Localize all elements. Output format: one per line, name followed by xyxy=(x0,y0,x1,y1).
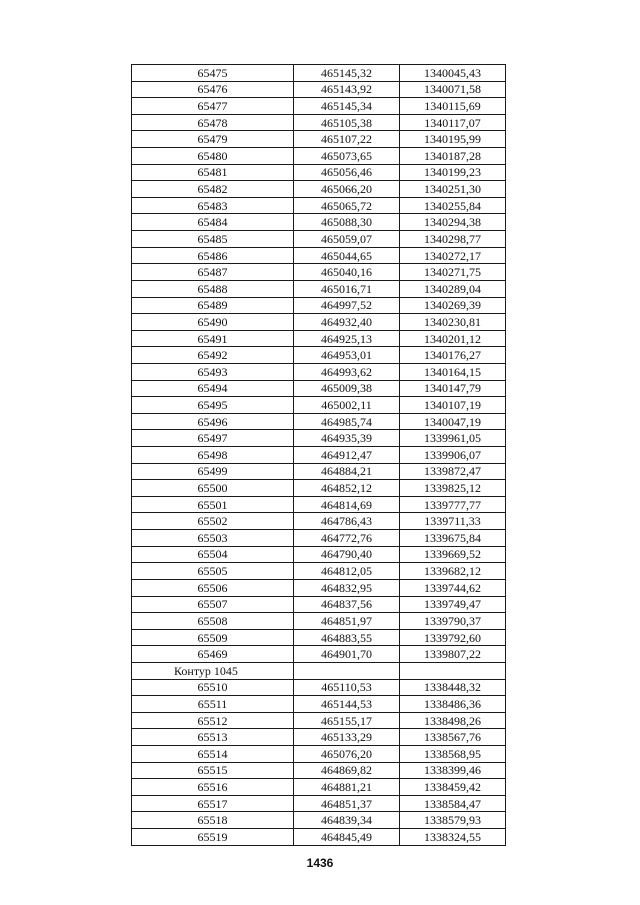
table-row xyxy=(132,679,506,696)
x-coordinate-cell: 464869,82 xyxy=(294,762,400,779)
table-row xyxy=(132,646,506,663)
table-row xyxy=(132,729,506,746)
table-row xyxy=(132,745,506,762)
x-coordinate-cell: 465088,30 xyxy=(294,214,400,231)
page-number: 1436 xyxy=(306,856,334,870)
y-coordinate-cell: 1340195,99 xyxy=(400,131,506,148)
y-coordinate-cell: 1339792,60 xyxy=(400,629,506,646)
point-number-cell: 65494 xyxy=(132,380,294,397)
table-row xyxy=(132,98,506,115)
x-coordinate-cell: 464935,39 xyxy=(294,430,400,447)
table-row xyxy=(132,513,506,530)
point-number-cell: 65476 xyxy=(132,81,294,98)
x-coordinate-cell: 464997,52 xyxy=(294,297,400,314)
point-number-cell: 65502 xyxy=(132,513,294,530)
x-coordinate-cell: 464883,55 xyxy=(294,629,400,646)
y-coordinate-cell: 1340147,79 xyxy=(400,380,506,397)
x-coordinate-cell: 464790,40 xyxy=(294,546,400,563)
table-row xyxy=(132,131,506,148)
y-coordinate-cell: 1339744,62 xyxy=(400,579,506,596)
point-number-cell: 65481 xyxy=(132,164,294,181)
point-number-cell: 65514 xyxy=(132,745,294,762)
point-number-cell: 65509 xyxy=(132,629,294,646)
table-row xyxy=(132,480,506,497)
y-coordinate-cell: 1339807,22 xyxy=(400,646,506,663)
point-number-cell: 65478 xyxy=(132,114,294,131)
x-coordinate-cell: 464993,62 xyxy=(294,363,400,380)
table-row xyxy=(132,696,506,713)
x-coordinate-cell: 465009,38 xyxy=(294,380,400,397)
y-coordinate-cell: 1339675,84 xyxy=(400,530,506,547)
point-number-cell: 65519 xyxy=(132,829,294,846)
table-row xyxy=(132,314,506,331)
y-coordinate-cell: 1340298,77 xyxy=(400,231,506,248)
coordinates-table-body xyxy=(132,65,506,846)
table-row xyxy=(132,463,506,480)
table-row xyxy=(132,829,506,846)
y-coordinate-cell: 1339906,07 xyxy=(400,447,506,464)
point-number-cell: 65480 xyxy=(132,148,294,165)
y-coordinate-cell: 1338459,42 xyxy=(400,779,506,796)
x-coordinate-cell: 464832,95 xyxy=(294,579,400,596)
y-coordinate-cell: 1340164,15 xyxy=(400,363,506,380)
y-coordinate-cell: 1340199,23 xyxy=(400,164,506,181)
point-number-cell: 65505 xyxy=(132,563,294,580)
y-coordinate-cell: 1338324,55 xyxy=(400,829,506,846)
y-coordinate-cell: 1338579,93 xyxy=(400,812,506,829)
empty-cell xyxy=(294,662,400,679)
x-coordinate-cell: 465044,65 xyxy=(294,247,400,264)
point-number-cell: 65489 xyxy=(132,297,294,314)
y-coordinate-cell: 1340071,58 xyxy=(400,81,506,98)
table-row xyxy=(132,413,506,430)
y-coordinate-cell: 1338486,36 xyxy=(400,696,506,713)
contour-heading-row xyxy=(132,662,506,679)
point-number-cell: 65487 xyxy=(132,264,294,281)
coordinates-table xyxy=(131,64,506,846)
table-row xyxy=(132,247,506,264)
point-number-cell: 65492 xyxy=(132,347,294,364)
table-row xyxy=(132,148,506,165)
table-row xyxy=(132,596,506,613)
point-number-cell: 65493 xyxy=(132,363,294,380)
y-coordinate-cell: 1340115,69 xyxy=(400,98,506,115)
y-coordinate-cell: 1339777,77 xyxy=(400,496,506,513)
table-row xyxy=(132,397,506,414)
table-row xyxy=(132,779,506,796)
x-coordinate-cell: 464814,69 xyxy=(294,496,400,513)
x-coordinate-cell: 464953,01 xyxy=(294,347,400,364)
x-coordinate-cell: 464884,21 xyxy=(294,463,400,480)
y-coordinate-cell: 1340251,30 xyxy=(400,181,506,198)
point-number-cell: 65483 xyxy=(132,197,294,214)
y-coordinate-cell: 1338568,95 xyxy=(400,745,506,762)
table-row xyxy=(132,613,506,630)
x-coordinate-cell: 464851,37 xyxy=(294,795,400,812)
table-row xyxy=(132,380,506,397)
y-coordinate-cell: 1339825,12 xyxy=(400,480,506,497)
y-coordinate-cell: 1339790,37 xyxy=(400,613,506,630)
table-row xyxy=(132,65,506,82)
x-coordinate-cell: 465056,46 xyxy=(294,164,400,181)
y-coordinate-cell: 1340269,39 xyxy=(400,297,506,314)
y-coordinate-cell: 1340294,38 xyxy=(400,214,506,231)
point-number-cell: 65507 xyxy=(132,596,294,613)
table-row xyxy=(132,629,506,646)
x-coordinate-cell: 465145,34 xyxy=(294,98,400,115)
point-number-cell: 65503 xyxy=(132,530,294,547)
table-row xyxy=(132,363,506,380)
table-row xyxy=(132,330,506,347)
point-number-cell: 65499 xyxy=(132,463,294,480)
x-coordinate-cell: 465059,07 xyxy=(294,231,400,248)
x-coordinate-cell: 464839,34 xyxy=(294,812,400,829)
y-coordinate-cell: 1340230,81 xyxy=(400,314,506,331)
point-number-cell: 65504 xyxy=(132,546,294,563)
point-number-cell: 65515 xyxy=(132,762,294,779)
x-coordinate-cell: 464837,56 xyxy=(294,596,400,613)
table-row xyxy=(132,762,506,779)
table-row xyxy=(132,164,506,181)
point-number-cell: 65512 xyxy=(132,712,294,729)
point-number-cell: 65501 xyxy=(132,496,294,513)
table-row xyxy=(132,280,506,297)
x-coordinate-cell: 464901,70 xyxy=(294,646,400,663)
point-number-cell: 65490 xyxy=(132,314,294,331)
x-coordinate-cell: 465073,65 xyxy=(294,148,400,165)
table-row xyxy=(132,546,506,563)
table-row xyxy=(132,712,506,729)
point-number-cell: 65500 xyxy=(132,480,294,497)
y-coordinate-cell: 1339749,47 xyxy=(400,596,506,613)
table-row xyxy=(132,530,506,547)
y-coordinate-cell: 1338399,46 xyxy=(400,762,506,779)
y-coordinate-cell: 1340107,19 xyxy=(400,397,506,414)
y-coordinate-cell: 1338584,47 xyxy=(400,795,506,812)
x-coordinate-cell: 464925,13 xyxy=(294,330,400,347)
y-coordinate-cell: 1339961,05 xyxy=(400,430,506,447)
x-coordinate-cell: 465016,71 xyxy=(294,280,400,297)
point-number-cell: 65477 xyxy=(132,98,294,115)
x-coordinate-cell: 465105,38 xyxy=(294,114,400,131)
point-number-cell: 65510 xyxy=(132,679,294,696)
table-row xyxy=(132,579,506,596)
x-coordinate-cell: 464845,49 xyxy=(294,829,400,846)
point-number-cell: 65498 xyxy=(132,447,294,464)
table-row xyxy=(132,447,506,464)
y-coordinate-cell: 1338448,32 xyxy=(400,679,506,696)
x-coordinate-cell: 464851,97 xyxy=(294,613,400,630)
table-row xyxy=(132,563,506,580)
y-coordinate-cell: 1339682,12 xyxy=(400,563,506,580)
x-coordinate-cell: 465076,20 xyxy=(294,745,400,762)
x-coordinate-cell: 465110,53 xyxy=(294,679,400,696)
y-coordinate-cell: 1340272,17 xyxy=(400,247,506,264)
y-coordinate-cell: 1340047,19 xyxy=(400,413,506,430)
y-coordinate-cell: 1338567,76 xyxy=(400,729,506,746)
x-coordinate-cell: 464912,47 xyxy=(294,447,400,464)
table-row xyxy=(132,812,506,829)
x-coordinate-cell: 465040,16 xyxy=(294,264,400,281)
x-coordinate-cell: 464985,74 xyxy=(294,413,400,430)
x-coordinate-cell: 465144,53 xyxy=(294,696,400,713)
x-coordinate-cell: 465155,17 xyxy=(294,712,400,729)
x-coordinate-cell: 465133,29 xyxy=(294,729,400,746)
point-number-cell: 65482 xyxy=(132,181,294,198)
table-row xyxy=(132,114,506,131)
table-row xyxy=(132,297,506,314)
x-coordinate-cell: 465066,20 xyxy=(294,181,400,198)
table-row xyxy=(132,795,506,812)
point-number-cell: 65517 xyxy=(132,795,294,812)
x-coordinate-cell: 465065,72 xyxy=(294,197,400,214)
point-number-cell: 65479 xyxy=(132,131,294,148)
point-number-cell: 65497 xyxy=(132,430,294,447)
table-row xyxy=(132,81,506,98)
point-number-cell: 65485 xyxy=(132,231,294,248)
empty-cell xyxy=(400,662,506,679)
point-number-cell: 65475 xyxy=(132,65,294,82)
x-coordinate-cell: 465107,22 xyxy=(294,131,400,148)
x-coordinate-cell: 464812,05 xyxy=(294,563,400,580)
x-coordinate-cell: 464852,12 xyxy=(294,480,400,497)
y-coordinate-cell: 1339872,47 xyxy=(400,463,506,480)
point-number-cell: 65496 xyxy=(132,413,294,430)
y-coordinate-cell: 1340255,84 xyxy=(400,197,506,214)
point-number-cell: 65518 xyxy=(132,812,294,829)
point-number-cell: 65488 xyxy=(132,280,294,297)
table-row xyxy=(132,264,506,281)
y-coordinate-cell: 1338498,26 xyxy=(400,712,506,729)
point-number-cell: 65511 xyxy=(132,696,294,713)
table-row xyxy=(132,197,506,214)
y-coordinate-cell: 1340176,27 xyxy=(400,347,506,364)
point-number-cell: 65484 xyxy=(132,214,294,231)
point-number-cell: 65506 xyxy=(132,579,294,596)
x-coordinate-cell: 464786,43 xyxy=(294,513,400,530)
point-number-cell: 65495 xyxy=(132,397,294,414)
x-coordinate-cell: 465143,92 xyxy=(294,81,400,98)
x-coordinate-cell: 464772,76 xyxy=(294,530,400,547)
table-row xyxy=(132,214,506,231)
point-number-cell: 65516 xyxy=(132,779,294,796)
y-coordinate-cell: 1340289,04 xyxy=(400,280,506,297)
table-row xyxy=(132,231,506,248)
y-coordinate-cell: 1340117,07 xyxy=(400,114,506,131)
point-number-cell: 65513 xyxy=(132,729,294,746)
table-row xyxy=(132,430,506,447)
x-coordinate-cell: 465002,11 xyxy=(294,397,400,414)
x-coordinate-cell: 464932,40 xyxy=(294,314,400,331)
y-coordinate-cell: 1339669,52 xyxy=(400,546,506,563)
point-number-cell: 65508 xyxy=(132,613,294,630)
y-coordinate-cell: 1339711,33 xyxy=(400,513,506,530)
point-number-cell: 65486 xyxy=(132,247,294,264)
table-row xyxy=(132,496,506,513)
table-row xyxy=(132,347,506,364)
y-coordinate-cell: 1340187,28 xyxy=(400,148,506,165)
x-coordinate-cell: 464881,21 xyxy=(294,779,400,796)
point-number-cell: 65491 xyxy=(132,330,294,347)
point-number-cell: 65469 xyxy=(132,646,294,663)
y-coordinate-cell: 1340045,43 xyxy=(400,65,506,82)
y-coordinate-cell: 1340201,12 xyxy=(400,330,506,347)
table-row xyxy=(132,181,506,198)
contour-heading: Контур 1045 xyxy=(132,662,294,679)
y-coordinate-cell: 1340271,75 xyxy=(400,264,506,281)
x-coordinate-cell: 465145,32 xyxy=(294,65,400,82)
